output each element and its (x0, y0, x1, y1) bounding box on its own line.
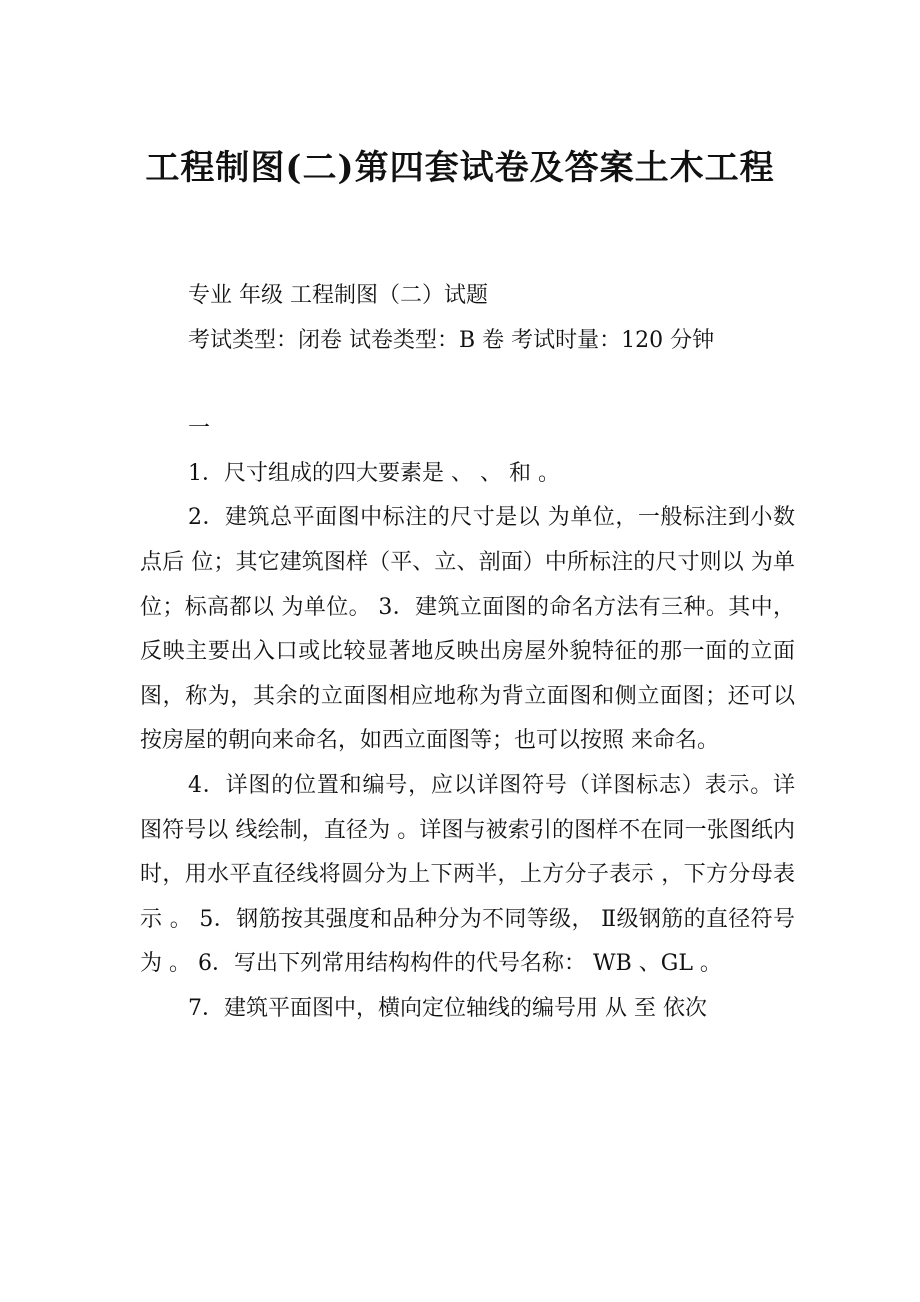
section-marker: 一 (188, 416, 211, 442)
blank-gap (140, 363, 795, 407)
question-paragraph-3: 4．详图的位置和编号，应以详图符号（详图标志）表示。详图符号以 线绘制，直径为 。详图与被索引的图样不在同一张图纸内时，用水平直径线将圆分为上下两半，上方分子表示 ，下方分母表示 。 5．钢筋按其强度和品种分为不同等级， Ⅱ级钢筋的直径符号为 。 6．写出下列常用结构构件的代号名称： WB 、GL 。 (140, 772, 795, 977)
question-paragraph-4: 7．建筑平面图中，横向定位轴线的编号用 从 至 依次 (188, 995, 707, 1021)
question-paragraph-1: 1．尺寸组成的四大要素是 、 、 和 。 (188, 460, 560, 486)
question-paragraph-2: 2．建筑总平面图中标注的尺寸是以 为单位，一般标注到小数点后 位；其它建筑图样（平、立、剖面）中所标注的尺寸则以 为单位；标高都以 为单位。 3．建筑立面图的命名方法有三种。其中，反映主要出入口或比较显著地反映出房屋外貌特征的那一面的立面图，称为，其余的立面图相应地称为背立面图和侧立面图；还可以按房屋的朝向来命名，如西立面图等；也可以按照 来命名。 (140, 505, 795, 754)
header-line-major-grade: 专业 年级 工程制图（二）试题 (188, 283, 488, 308)
document-title: 工程制图(二)第四套试卷及答案土木工程 (145, 148, 775, 188)
document-body (140, 274, 795, 1032)
header-line-exam-info: 考试类型：闭卷 试卷类型：B 卷 考试时量：120 分钟 (188, 327, 715, 353)
